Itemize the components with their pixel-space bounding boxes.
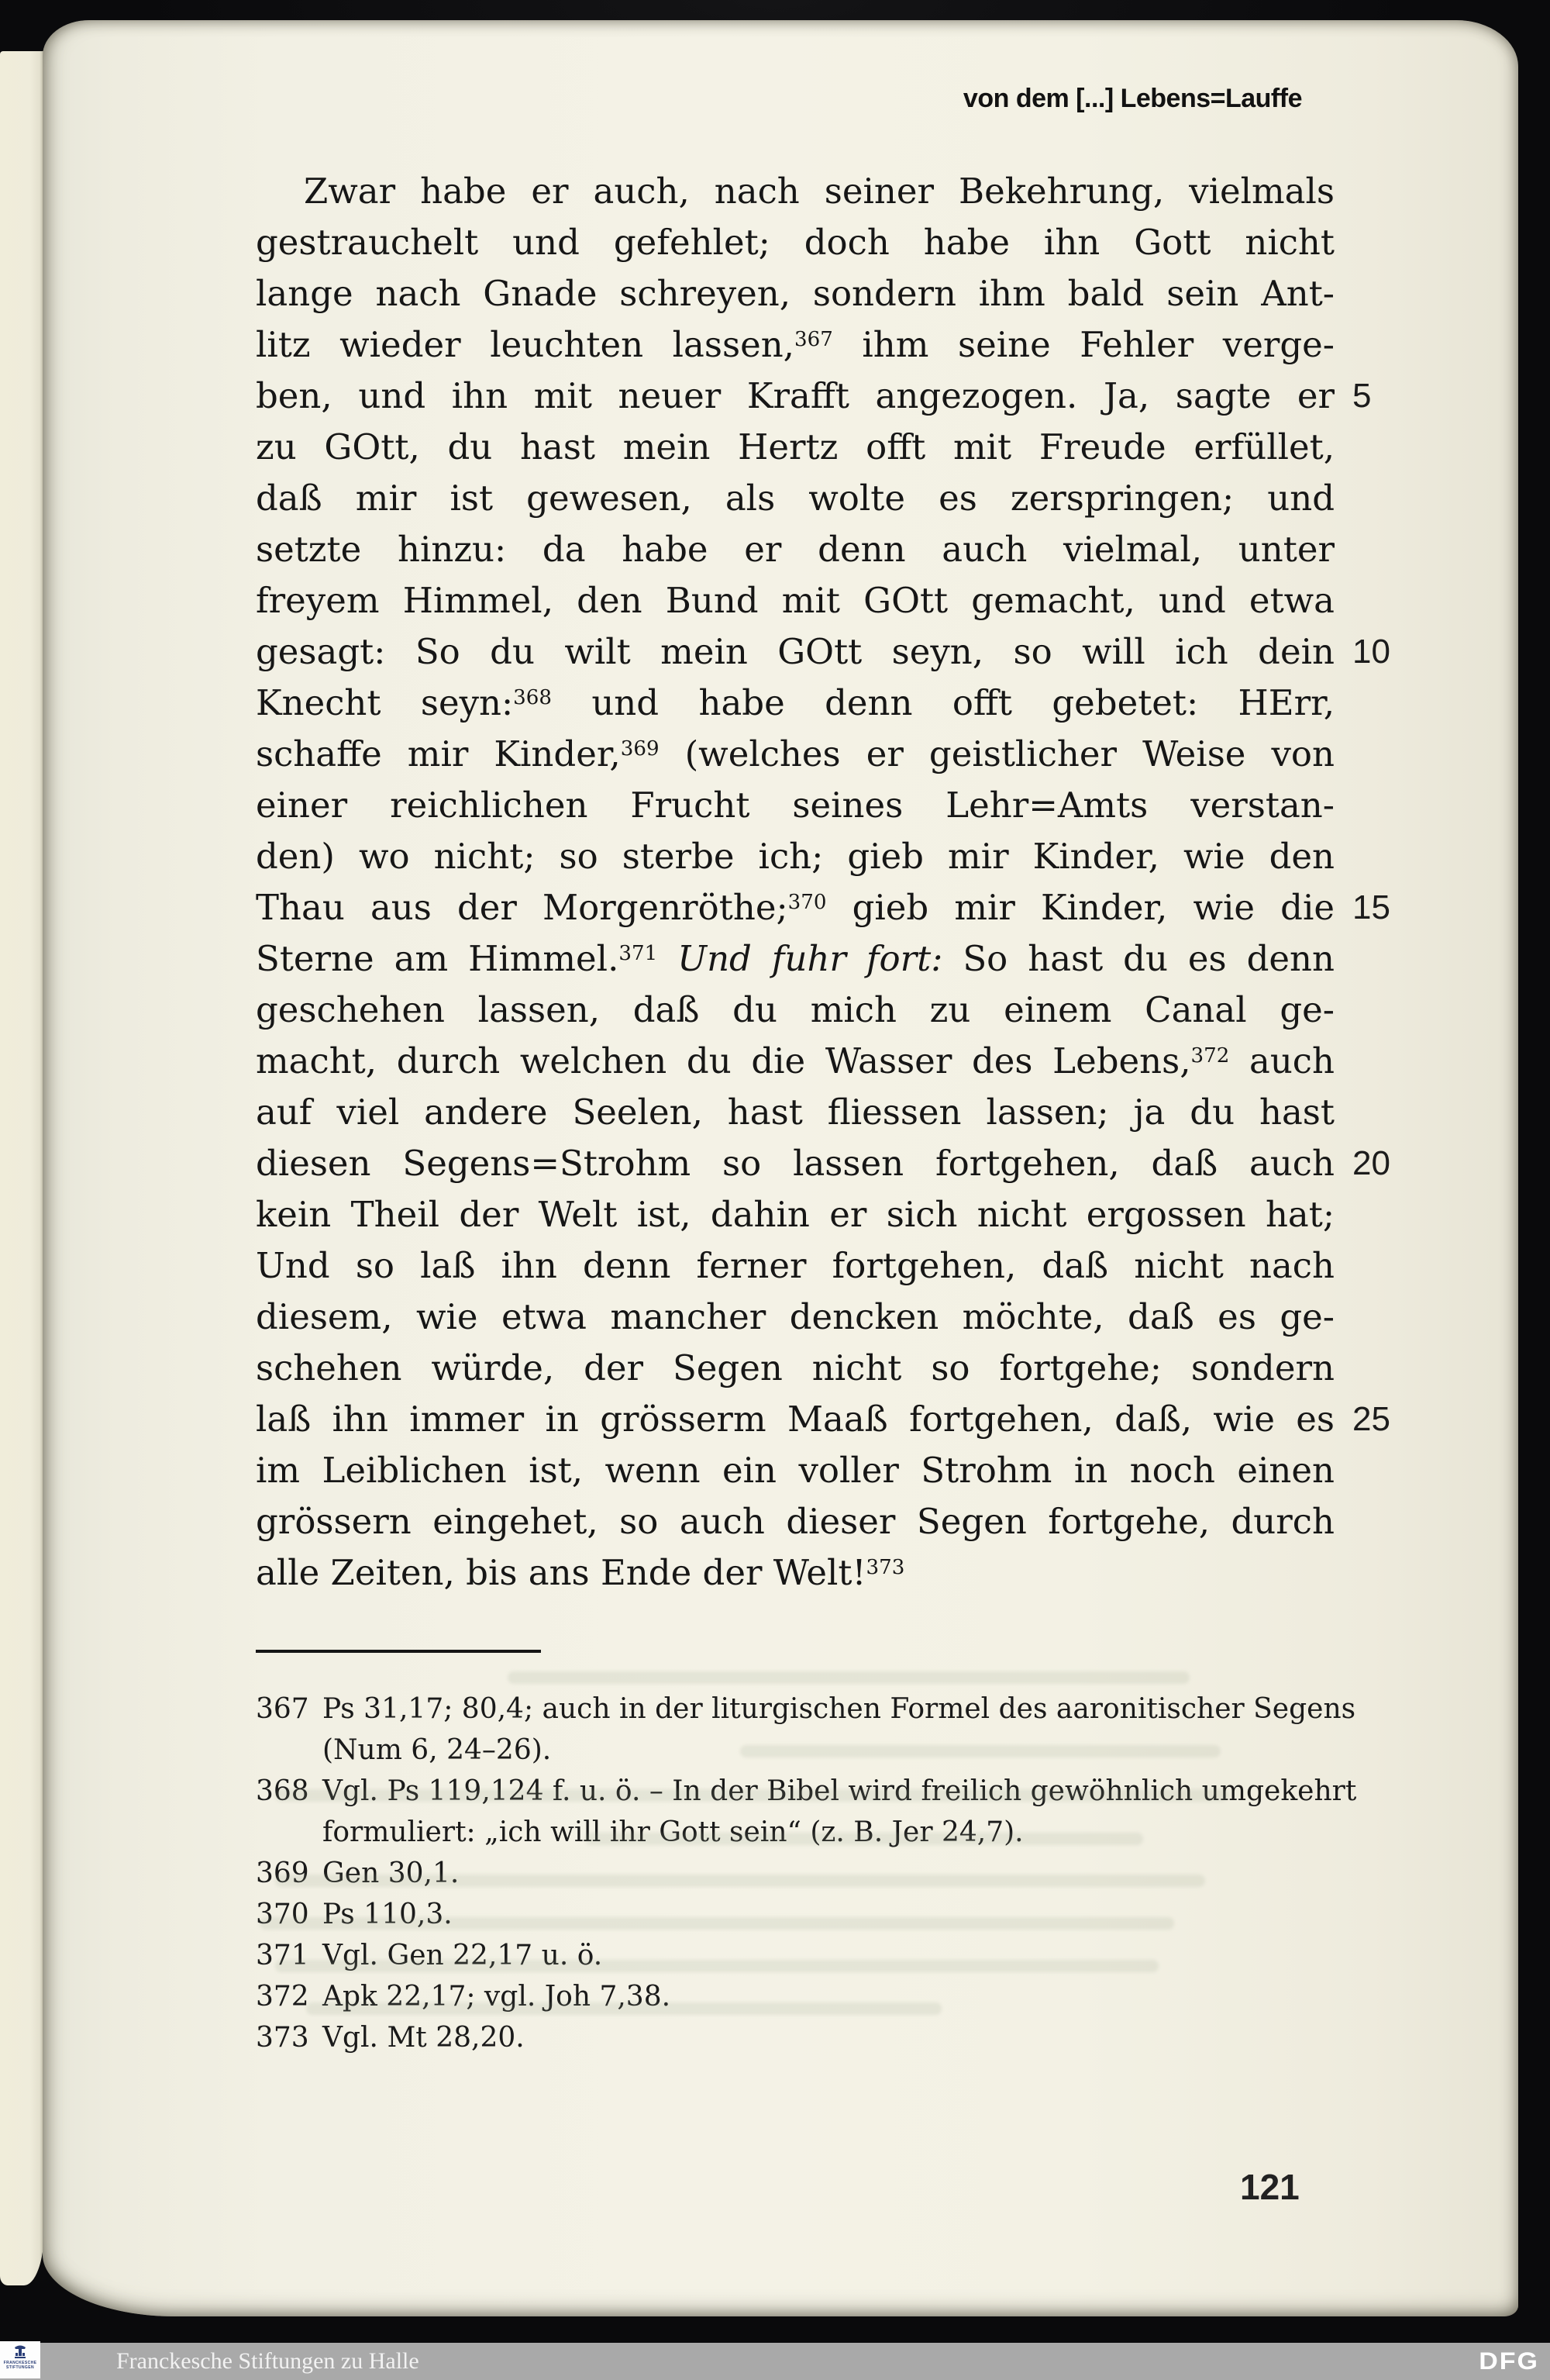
footnote-number: 367: [256, 1693, 309, 1725]
footnote-marker: 369: [620, 736, 660, 761]
footnote-text: Apk 22,17; vgl. Joh 7,38.: [322, 1981, 671, 2013]
body-line: grössern eingehet, so auch dieser Segen fortgehe, durch: [256, 1501, 1335, 1542]
body-line: zu GOtt, du hast mein Hertz offt mit Freude erfüllet,: [256, 426, 1335, 467]
running-header: von dem [...] Lebens=Lauffe: [963, 84, 1302, 113]
footnote-number: 372: [256, 1981, 309, 2013]
body-line: auf viel andere Seelen, hast fliessen lassen; ja du hast: [256, 1092, 1335, 1133]
body-line: schehen würde, der Segen nicht so fortgehe; sondern: [256, 1347, 1335, 1388]
body-text: [256, 166, 1335, 1599]
body-line: ben, und ihn mit neuer Krafft angezogen. Ja, sagte er: [256, 375, 1335, 416]
body-line: schaffe mir Kinder,$^{369}$ (welches er geistlicher Weise von: [256, 733, 1335, 774]
body-line: kein Theil der Welt ist, dahin er sich nicht ergossen hat;: [256, 1194, 1335, 1235]
bleed-through: [585, 1833, 1143, 1845]
body-line: gestrauchelt und gefehlet; doch habe ihn Gott nicht: [256, 222, 1335, 263]
bleed-through: [508, 1671, 1190, 1684]
body-line: setzte hinzu: da habe er denn auch vielmal, unter: [256, 529, 1335, 570]
footnote-marker: 372: [1190, 1043, 1230, 1068]
page-number: 121: [1240, 2167, 1300, 2207]
body-line: Thau aus der Morgenröthe;$^{370}$ gieb mir Kinder, wie die: [256, 887, 1335, 928]
footnote-number: 369: [256, 1857, 309, 1889]
footnote-separator: [256, 1650, 541, 1653]
bleed-through: [306, 2002, 942, 2015]
footnote-marker: 368: [513, 685, 552, 709]
franckesche-stiftungen-logo[interactable]: [0, 2341, 40, 2378]
footnote: [256, 1853, 1372, 1894]
footnote-text: Gen 30,1.: [322, 1857, 460, 1889]
footnote-marker: 370: [787, 890, 827, 914]
bleed-through: [260, 1917, 1174, 1930]
bleed-through: [740, 1745, 1221, 1757]
body-line: daß mir ist gewesen, als wolte es zerspringen; und: [256, 478, 1335, 519]
footnote-text: Vgl. Ps 119,124 f. u. ö. – In der Bibel wird freilich gewöhnlich umgekehrt formuliert: „ich will ihr Gott sein“ (z. B. Jer 24,7).: [322, 1775, 1357, 1848]
footnote-text: Ps 110,3.: [322, 1899, 453, 1930]
bleed-through: [275, 1875, 1205, 1887]
footer-library-name: Franckesche Stiftungen zu Halle: [116, 2348, 419, 2374]
footnote-marker: 367: [794, 327, 833, 351]
footnote: [256, 2017, 1372, 2058]
body-line: im Leiblichen ist, wenn ein voller Strohm in noch einen: [256, 1450, 1335, 1491]
line-number: 10: [1352, 633, 1390, 671]
footnote: [256, 1688, 1372, 1771]
footnote-text: Vgl. Mt 28,20.: [322, 2022, 525, 2054]
line-number: 25: [1352, 1400, 1390, 1438]
footnote-number: 371: [256, 1940, 309, 1971]
body-line: geschehen lassen, daß du mich zu einem Canal ge-: [256, 989, 1335, 1030]
body-line: macht, durch welchen du die Wasser des Lebens,$^{372}$ auch: [256, 1040, 1335, 1081]
footnote-marker: 373: [866, 1555, 905, 1579]
footnote-text: Vgl. Gen 22,17 u. ö.: [322, 1940, 603, 1971]
book-page: [43, 20, 1518, 2316]
body-line: Zwar habe er auch, nach seiner Bekehrung, vielmals: [304, 171, 1335, 212]
facing-page-edge: [0, 51, 44, 2285]
logo-text-line2: STIFTUNGEN: [6, 2365, 34, 2370]
bleed-through: [275, 1789, 1228, 1802]
body-line: den) wo nicht; so sterbe ich; gieb mir Kinder, wie den: [256, 836, 1335, 877]
footnote-number: 368: [256, 1775, 309, 1807]
footnote-number: 370: [256, 1899, 309, 1930]
body-line: gesagt: So du wilt mein GOtt seyn, so will ich dein: [256, 631, 1335, 672]
tower-emblem-icon: [13, 2344, 27, 2361]
dfg-logo[interactable]: DFG: [1479, 2347, 1539, 2375]
footnote-marker: 371: [618, 941, 658, 965]
viewer-footer-bar: [0, 2343, 1550, 2380]
body-line: Knecht seyn:$^{368}$ und habe denn offt gebetet: HErr,: [256, 682, 1335, 723]
footnote-number: 373: [256, 2022, 309, 2054]
line-numbers: [1352, 166, 1445, 1639]
body-line: Und so laß ihn denn ferner fortgehen, daß nicht nach: [256, 1245, 1335, 1286]
body-line: laß ihn immer in grösserm Maaß fortgehen, daß, wie es: [256, 1399, 1335, 1440]
body-line: freyem Himmel, den Bund mit GOtt gemacht, und etwa: [256, 580, 1335, 621]
body-line: Sterne am Himmel.$^{371}$ Und fuhr fort: So hast du es denn: [256, 938, 1335, 979]
body-line: alle Zeiten, bis ans Ende der Welt!$^{373}$: [256, 1552, 905, 1593]
body-line: litz wieder leuchten lassen,$^{367}$ ihm seine Fehler verge-: [256, 324, 1335, 365]
body-line: diesen Segens=Strohm so lassen fortgehen, daß auch: [256, 1143, 1335, 1184]
body-line: lange nach Gnade schreyen, sondern ihm bald sein Ant-: [256, 273, 1335, 314]
body-line: einer reichlichen Frucht seines Lehr=Amts verstan-: [256, 785, 1335, 826]
logo-text-line1: FRANCKESCHE: [3, 2361, 37, 2365]
line-number: 15: [1352, 888, 1390, 926]
line-number: 5: [1352, 377, 1372, 415]
line-number: 20: [1352, 1144, 1390, 1182]
body-line: diesem, wie etwa mancher dencken möchte, daß es ge-: [256, 1296, 1335, 1337]
footnote-text: Ps 31,17; 80,4; auch in der liturgischen Formel des aaronitischer Segens (Num 6, 24–26).: [322, 1693, 1356, 1766]
bleed-through: [275, 1960, 1159, 1972]
